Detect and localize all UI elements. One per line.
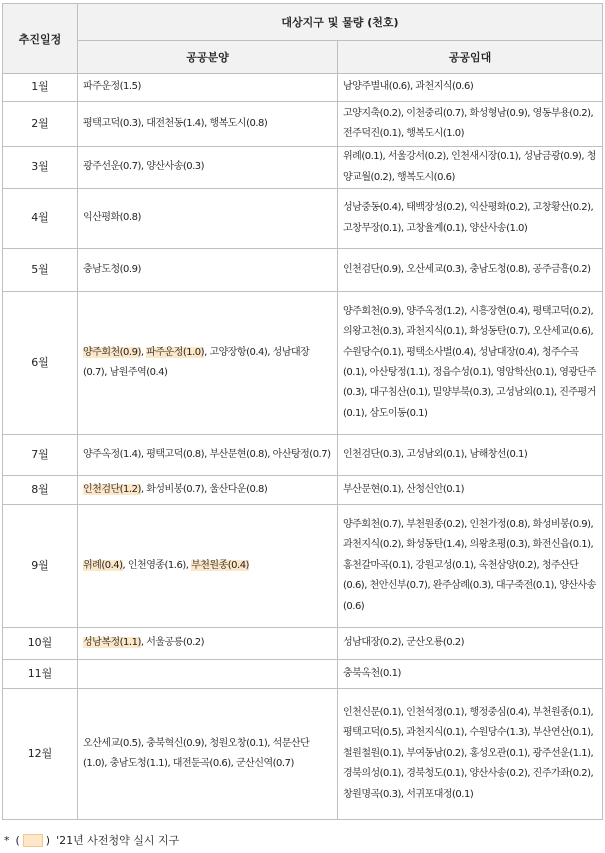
district-item: 화성동탄(0.7) [469, 326, 528, 338]
public-sale-cell: 광주선운(0.7), 양산사송(0.3) [78, 147, 338, 189]
district-item: 고창황산(0.2) [532, 202, 591, 214]
district-item: 양산사송(0.3) [146, 161, 205, 173]
table-body [3, 74, 603, 820]
district-item: 부산연산(0.1) [532, 727, 591, 739]
district-item: 청양교월(0.2) [343, 151, 596, 183]
district-item: 충북혁신(0.9) [146, 737, 205, 749]
footnote [4, 832, 179, 848]
public-sale-cell: 양주옥정(1.4), 평택고덕(0.8), 부산문현(0.8), 아산탕정(0.7) [78, 435, 338, 476]
footnote-text: '21년 사전청약 실시 지구 [56, 834, 180, 847]
district-item: 진주가좌(0.2) [532, 768, 591, 780]
header-schedule: 추진일정 [3, 4, 78, 74]
district-item: 충북옥천(0.1) [343, 667, 401, 679]
table-row [3, 189, 603, 249]
month-cell: 8월 [3, 476, 78, 505]
district-item: 고양장항(0.4) [209, 346, 268, 358]
district-item: 아산탕정(1.1) [369, 367, 428, 378]
table-row [3, 102, 603, 147]
public-rent-cell: 인천검단(0.9), 오산세교(0.3), 충남도청(0.8), 공주금흥(0.2) [338, 249, 603, 292]
district-item: 과천지식(0.1) [406, 727, 465, 739]
district-item: 화성비봉(0.7) [146, 483, 205, 495]
district-item: 양산사송(1.0) [469, 222, 528, 234]
month-cell: 2월 [3, 102, 78, 147]
district-item: 평택소사벌(0.4) [406, 346, 474, 358]
district-item: 과천지식(0.6) [415, 81, 474, 93]
district-item: 인천신문(0.1) [343, 706, 401, 718]
district-item: 군산신역(0.7) [236, 758, 294, 769]
district-item: 양주회천(0.9) [83, 346, 141, 358]
footnote-marker: * [4, 833, 10, 847]
district-item: 고성남외(0.1) [406, 448, 465, 460]
district-item: 인천새시장(0.1) [451, 151, 519, 163]
district-item: 평택고덕(0.3) [83, 117, 141, 129]
district-item: 고양지축(0.2) [343, 107, 401, 119]
table-row [3, 74, 603, 102]
district-item: 부여동남(0.2) [406, 747, 465, 759]
district-item: 산청신안(0.1) [406, 483, 465, 495]
district-item: 파주운정(1.0) [146, 346, 205, 358]
district-item: 광주선운(0.7) [83, 161, 141, 173]
district-item: 공주금흥(0.2) [532, 263, 591, 275]
district-item: 평택고덕(0.8) [146, 448, 205, 460]
district-item: 고성남외(0.1) [496, 387, 554, 399]
district-item: 밀양부북(0.3) [432, 387, 491, 399]
month-cell: 9월 [3, 505, 78, 628]
district-item: 평택고덕(0.2) [532, 305, 591, 317]
district-item: 양산사송(0.2) [469, 768, 528, 780]
district-item: 정읍수성(0.1) [432, 367, 491, 378]
district-item: 아산탕정(0.7) [272, 448, 331, 460]
district-item: 수원당수(1.3) [469, 727, 528, 739]
public-sale-cell [78, 189, 338, 249]
table-row [3, 249, 603, 292]
district-item: 서울공릉(0.2) [146, 637, 205, 649]
public-rent-cell: 성남중동(0.4), 태백장성(0.2), 익산평화(0.2), 고창황산(0.2), 고창무장(0.1), 고창율계(0.1), 양산사송(1.0) [338, 189, 603, 249]
district-item: 부산문현(0.8) [209, 448, 268, 460]
public-rent-cell: 고양지축(0.2), 이천중리(0.7), 화성형남(0.9), 영동부용(0.2), 전주덕진(0.1), 행복도시(1.0) [338, 102, 603, 147]
district-item: 대전둔곡(0.6) [172, 758, 231, 769]
district-item: 서울강서(0.2) [387, 151, 446, 163]
district-item: 성남대장(0.4) [478, 346, 537, 358]
public-sale-cell: 오산세교(0.5), 충북혁신(0.9), 청원오창(0.1), 석문산단(1.0), 충남도청(1.1), 대전둔곡(0.6), 군산신역(0.7) [78, 689, 338, 820]
district-item: 남해창선(0.1) [469, 448, 528, 460]
header-public-rent: 공공임대 [338, 41, 603, 74]
table-row [3, 435, 603, 476]
district-item: 이천중리(0.7) [406, 107, 465, 119]
table-row [3, 292, 603, 435]
header-public-sale: 공공분양 [78, 41, 338, 74]
district-item: 전주덕진(0.1) [343, 128, 401, 139]
public-sale-cell [78, 74, 338, 102]
district-item: 성남대장(0.2) [343, 637, 401, 649]
month-cell: 6월 [3, 292, 78, 435]
district-item: 인천검단(0.3) [343, 448, 401, 460]
district-item: 철원철원(0.1) [343, 747, 401, 759]
district-item: 영암학산(0.1) [496, 367, 554, 378]
table-row [3, 476, 603, 505]
district-item: 화성동탄(1.4) [406, 539, 465, 551]
district-item: 성남복정(1.1) [83, 637, 141, 649]
district-item: 대구죽전(0.1) [496, 580, 554, 592]
table-row [3, 628, 603, 660]
district-item: 성남금광(0.9) [523, 151, 582, 163]
public-rent-cell: 위례(0.1), 서울강서(0.2), 인천새시장(0.1), 성남금광(0.9), 청양교월(0.2), 행복도시(0.6) [338, 147, 603, 189]
district-item: 완주삼례(0.3) [432, 580, 491, 592]
district-item: 충남도청(0.8) [469, 263, 528, 275]
district-item: 인천석정(0.1) [406, 706, 465, 718]
district-item: 울산다운(0.8) [209, 483, 268, 495]
public-rent-cell: 양주회천(0.9), 양주옥정(1.2), 시흥장현(0.4), 평택고덕(0.2), 의왕고천(0.3), 과천지식(0.1), 화성동탄(0.7), 오산세교(0.6), 수원당수(0.1), 평택소사벌(0.4), 성남대장(0.4), 청주수곡(0.1), 아산탕정(1.1), 정읍수성(0.1), 영암학산(0.1), 영광단주(0.3), 대구침산(0.1), 밀양부북(0.3), 고성남외(0.1), 진주평거(0.1), 삼도이동(0.1) [338, 292, 603, 435]
district-item: 남양주별내(0.6) [343, 81, 411, 93]
district-item: 청원오창(0.1) [209, 737, 268, 749]
district-item: 행복도시(0.8) [209, 117, 268, 129]
district-item: 위례(0.1) [343, 151, 383, 163]
public-rent-cell: 남양주별내(0.6), 과천지식(0.6) [338, 74, 603, 102]
district-item: 부산문현(0.1) [343, 483, 401, 495]
district-item: 충남도청(0.9) [83, 263, 141, 275]
table-row [3, 147, 603, 189]
month-cell: 7월 [3, 435, 78, 476]
district-item: 오산세교(0.5) [83, 737, 141, 749]
district-item: 화성형남(0.9) [469, 107, 528, 119]
district-item: 화성비봉(0.9) [532, 518, 591, 530]
district-item: 서귀포대정(0.1) [406, 788, 474, 800]
district-item: 군산오룡(0.2) [406, 637, 465, 649]
district-item: 행복도시(1.0) [406, 128, 465, 139]
month-cell: 10월 [3, 628, 78, 660]
district-item: 천안신부(0.7) [369, 580, 428, 592]
table-row [3, 689, 603, 820]
district-item: 대전천동(1.4) [146, 117, 205, 129]
district-item: 양주회천(0.9) [343, 305, 401, 317]
month-cell: 11월 [3, 660, 78, 689]
district-item: 위례(0.4) [83, 559, 123, 571]
month-cell: 5월 [3, 249, 78, 292]
district-item: 광주선운(1.1) [532, 747, 591, 759]
district-item: 태백장성(0.2) [406, 202, 465, 214]
district-item: 의왕초평(0.3) [469, 539, 528, 551]
district-item: 양주옥정(1.4) [83, 448, 141, 460]
public-sale-cell: 평택고덕(0.3), 대전천동(1.4), 행복도시(0.8) [78, 102, 338, 147]
district-item: 남원주역(0.4) [109, 367, 168, 378]
district-item: 부천원종(0.1) [532, 706, 591, 718]
district-item: 오산세교(0.3) [406, 263, 465, 275]
district-item: 행복도시(0.6) [397, 171, 455, 183]
district-item: 익산평화(0.2) [469, 202, 528, 214]
district-item: 홍성오관(0.1) [469, 747, 528, 759]
district-item: 행정중심(0.4) [469, 706, 528, 718]
public-rent-cell: 인천검단(0.3), 고성남외(0.1), 남해창선(0.1) [338, 435, 603, 476]
public-sale-cell: 양주회천(0.9), 파주운정(1.0), 고양장항(0.4), 성남대장(0.7), 남원주역(0.4) [78, 292, 338, 435]
month-cell: 4월 [3, 189, 78, 249]
district-item: 청주산단(0.6) [343, 559, 579, 592]
district-item: 창원명곡(0.3) [343, 788, 401, 800]
district-item: 인천검단(0.9) [343, 263, 401, 275]
district-item: 부천원종(0.4) [191, 559, 249, 571]
footnote-close-paren: ) [45, 833, 51, 847]
district-item: 석문산단(1.0) [83, 737, 310, 769]
district-item: 영광단주(0.3) [343, 367, 596, 399]
district-item: 인천가정(0.8) [469, 518, 528, 530]
public-rent-cell: 성남대장(0.2), 군산오룡(0.2) [338, 628, 603, 660]
district-item: 양산사송(0.6) [343, 580, 596, 612]
public-sale-cell: 성남복정(1.1), 서울공릉(0.2) [78, 628, 338, 660]
table-row [3, 505, 603, 628]
district-item: 청주수곡(0.1) [343, 346, 579, 378]
district-item: 인천검단(1.2) [83, 483, 141, 495]
header-target: 대상지구 및 물량 (천호) [78, 4, 603, 41]
public-rent-cell: 양주회천(0.7), 부천원종(0.2), 인천가정(0.8), 화성비봉(0.9), 과천지식(0.2), 화성동탄(1.4), 의왕초평(0.3), 화전신읍(0.1), 홍천갈마곡(0.1), 강원고성(0.1), 옥천삼양(0.2), 청주산단(0.6), 천안신부(0.7), 완주삼례(0.3), 대구죽전(0.1), 양산사송(0.6) [338, 505, 603, 628]
highlight-legend-swatch [23, 834, 43, 847]
district-item: 의왕고천(0.3) [343, 326, 401, 338]
district-item: 홍천갈마곡(0.1) [343, 559, 411, 571]
district-item: 고창무장(0.1) [343, 222, 401, 234]
district-item: 충남도청(1.1) [109, 758, 168, 769]
district-item: 수원당수(0.1) [343, 346, 401, 358]
public-rent-cell: 인천신문(0.1), 인천석정(0.1), 행정중심(0.4), 부천원종(0.1), 평택고덕(0.5), 과천지식(0.1), 수원당수(1.3), 부산연산(0.1), 철원철원(0.1), 부여동남(0.2), 홍성오관(0.1), 광주선운(1.1), 경북의성(0.1), 경북청도(0.1), 양산사송(0.2), 진주가좌(0.2), 창원명곡(0.3), 서귀포대정(0.1) [338, 689, 603, 820]
month-cell: 12월 [3, 689, 78, 820]
district-item: 영동부용(0.2) [532, 107, 591, 119]
district-item: 진주평거(0.1) [343, 387, 596, 419]
public-sale-cell: 위례(0.4), 인천영종(1.6), 부천원종(0.4) [78, 505, 338, 628]
district-item: 익산평화(0.8) [83, 212, 141, 224]
district-item: 옥천삼양(0.2) [478, 559, 537, 571]
district-item: 경북청도(0.1) [406, 768, 465, 780]
district-item: 평택고덕(0.5) [343, 727, 401, 739]
district-item: 경북의성(0.1) [343, 768, 401, 780]
public-sale-cell [78, 249, 338, 292]
public-rent-cell: 부산문현(0.1), 산청신안(0.1) [338, 476, 603, 505]
public-rent-cell [338, 660, 603, 689]
district-item: 대구침산(0.1) [369, 387, 428, 399]
footnote-open-paren: ( [15, 833, 20, 847]
district-item: 성남대장(0.7) [83, 346, 310, 378]
district-item: 부천원종(0.2) [406, 518, 465, 530]
public-sale-cell [78, 660, 338, 689]
district-item: 고창율계(0.1) [406, 222, 465, 234]
district-item: 양주회천(0.7) [343, 518, 401, 530]
district-item: 오산세교(0.6) [532, 326, 591, 338]
district-item: 인천영종(1.6) [127, 559, 186, 571]
district-item: 성남중동(0.4) [343, 202, 401, 214]
public-sale-cell: 인천검단(1.2), 화성비봉(0.7), 울산다운(0.8) [78, 476, 338, 505]
month-cell: 3월 [3, 147, 78, 189]
table-row [3, 660, 603, 689]
district-item: 시흥장현(0.4) [469, 305, 528, 317]
district-item: 파주운정(1.5) [83, 81, 141, 93]
month-cell: 1월 [3, 74, 78, 102]
district-item: 화전신읍(0.1) [532, 539, 591, 551]
district-item: 과천지식(0.2) [343, 539, 401, 551]
district-item: 강원고성(0.1) [415, 559, 474, 571]
district-item: 과천지식(0.1) [406, 326, 465, 338]
district-item: 양주옥정(1.2) [406, 305, 465, 317]
schedule-table [2, 3, 603, 820]
schedule-table-wrapper [2, 3, 602, 820]
district-item: 삼도이동(0.1) [369, 407, 428, 419]
